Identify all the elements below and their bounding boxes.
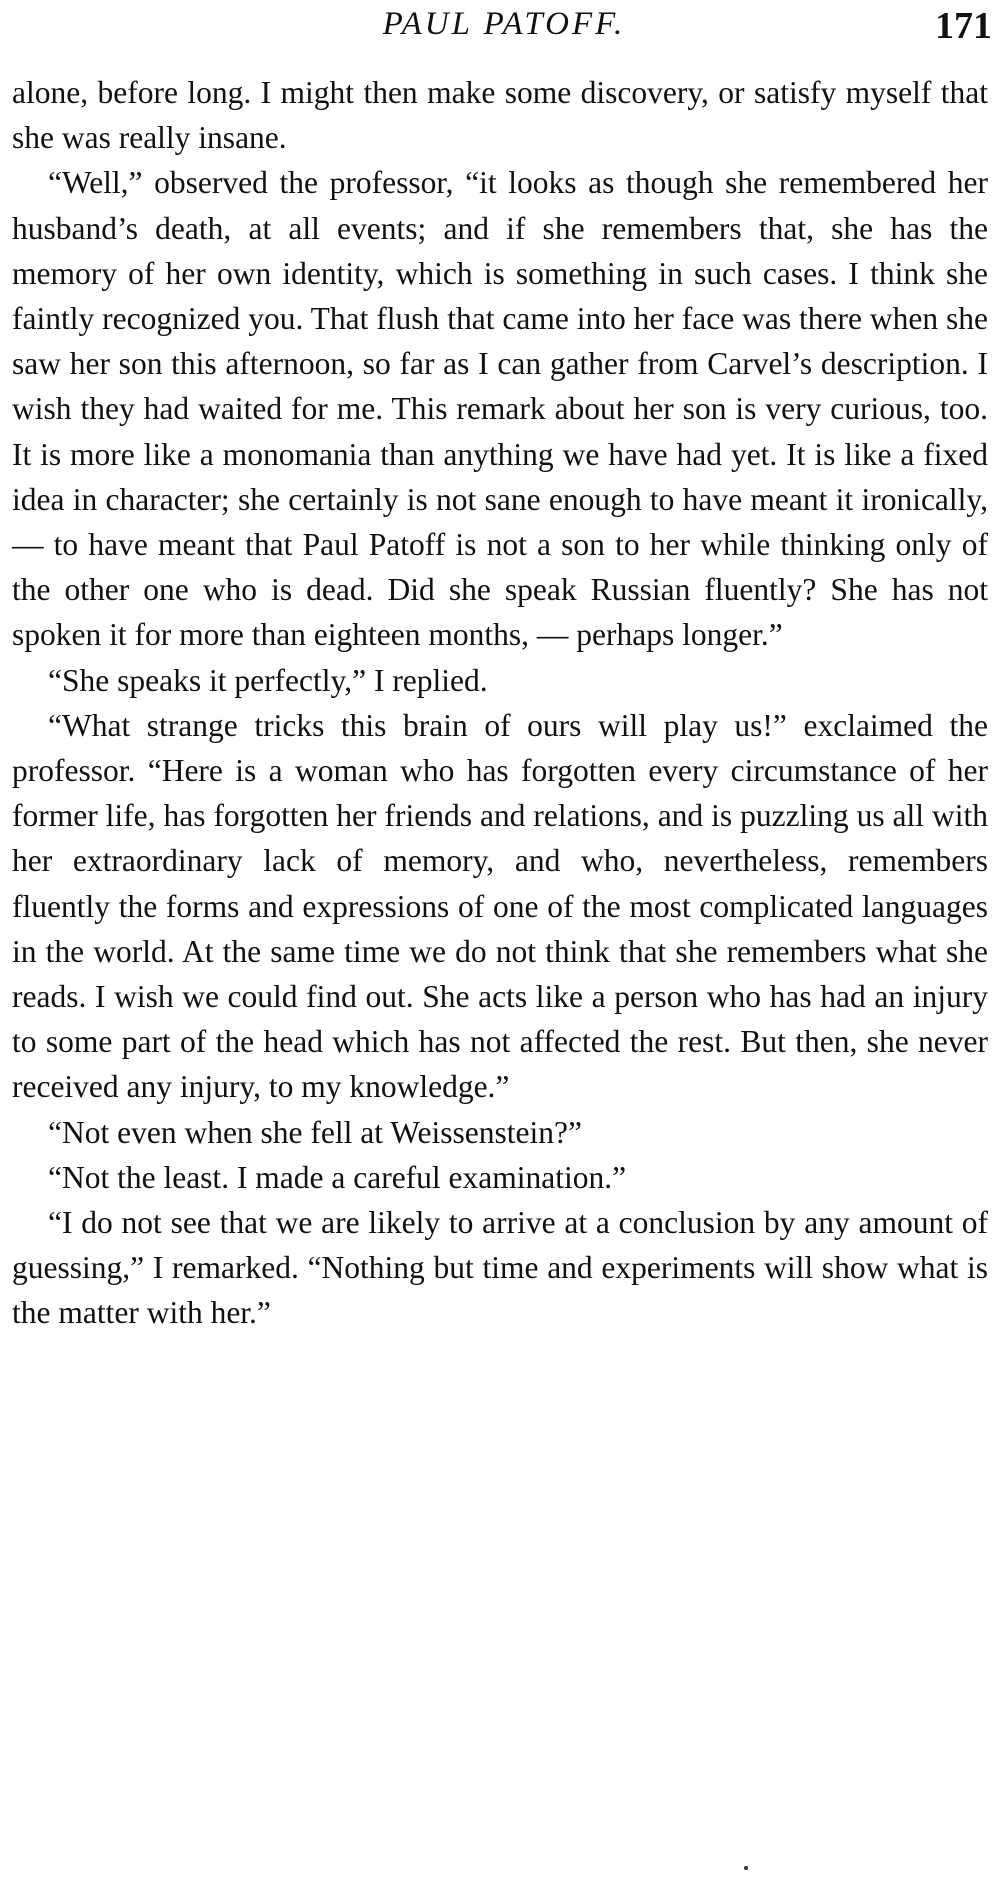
paragraph: “Not the least. I made a careful examination.”	[48, 1159, 627, 1195]
paragraph: “She speaks it perfectly,” I replied.	[48, 662, 488, 698]
paragraph: “Well,” observed the professor, “it looks as though she remembered her husband’s death, at all events; and if she remembers that, she has the memory of her own identity, which is something in such cases. I think she faintly recognized you. That flush that came into her face was there when she saw her son this afternoon, so far as I can gather from Carvel’s description. I wish they had waited for me. This remark about her son is very curious, too. It is more like a monomania than anything we have had yet. It is like a fixed idea in character; she certainly is not sane enough to have meant it ironically, — to have meant that Paul Patoff is not a son to her while thinking only of the other one who is dead. Did she speak Russian fluently? She has not spoken it for more than eighteen months, — perhaps longer.”	[12, 165, 988, 653]
page-header	[16, 4, 992, 56]
paragraph: “I do not see that we are likely to arrive at a conclusion by any amount of guessing,” I remarked. “Nothing but time and experiments will show what is the matter with her.”	[12, 1205, 988, 1331]
body-text	[12, 70, 988, 1336]
page-number: 171	[935, 5, 992, 47]
ink-speck	[744, 1866, 748, 1870]
paragraph: alone, before long. I might then make some discovery, or satisfy myself that she was really insane.	[12, 75, 988, 156]
running-title: PAUL PATOFF.	[382, 6, 626, 42]
paragraph: “What strange tricks this brain of ours will play us!” exclaimed the professor. “Here is a woman who has forgotten every circumstance of her former life, has forgotten her friends and relations, and is puzzling us all with her extraordinary lack of memory, and who, nevertheless, remembers fluently the forms and expressions of one of the most complicated languages in the world. At the same time we do not think that she remembers what she reads. I wish we could find out. She acts like a person who has had an injury to some part of the head which has not affected the rest. But then, she never received any injury, to my knowledge.”	[12, 707, 988, 1105]
paragraph: “Not even when she fell at Weissenstein?”	[48, 1114, 582, 1150]
